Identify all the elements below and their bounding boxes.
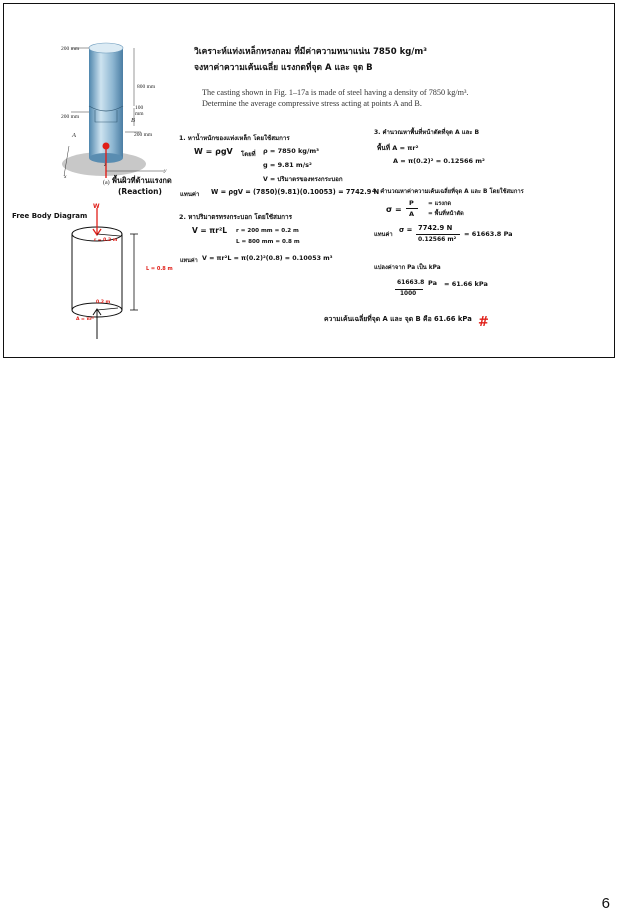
step1-formula: W = ρgV [194, 147, 233, 156]
step3-heading: 3. คำนวณหาพื้นที่หน้าตัดที่จุด A และ B [374, 129, 480, 136]
step4-sub-num: 7742.9 N [418, 224, 453, 232]
step4-heading: 4. คำนวณหาค่าความเค้นเฉลี่ยที่จุด A และ B โดยใช้สมการ [372, 189, 524, 195]
step3-line-2: A = π(0.2)² = 0.12566 m² [393, 157, 485, 165]
dim-200-top: 200 mm [61, 46, 80, 52]
fbd-area-label: A = πr² [76, 317, 95, 322]
dim-800: 800 mm [137, 84, 156, 90]
step1-sub-label: แทนค่า [180, 191, 200, 198]
step1-g: g = 9.81 m/s² [263, 161, 312, 169]
step4-sub-result: = 61663.8 Pa [464, 230, 513, 238]
step2-l: L = 800 mm = 0.8 m [236, 239, 300, 245]
fbd-radius-bottom: 0.2 m [96, 300, 111, 305]
step1-heading: 1. หาน้ำหนักของแท่งเหล็ก โดยใช้สมการ [179, 135, 290, 142]
title-line-2: จงหาค่าความเค้นเฉลี่ย แรงกดที่จุด A และ จุด B [194, 63, 373, 73]
convert-unit: Pa [428, 279, 437, 287]
fbd-title: Free Body Diagram [12, 212, 88, 220]
convert-den: 1000 [400, 291, 417, 297]
label-y: y [164, 168, 167, 174]
fbd-drawing [64, 204, 164, 344]
step4-sigma: σ = [386, 205, 402, 214]
dim-200-left: 200 mm [61, 114, 80, 120]
step4-prefix: σ = [399, 226, 413, 234]
label-x: x [64, 174, 67, 180]
step1-rho: ρ = 7850 kg/m³ [263, 147, 319, 155]
step2-heading: 2. หาปริมาตรทรงกระบอก โดยใช้สมการ [179, 213, 293, 221]
convert-bar [395, 289, 423, 290]
page-number: 6 [601, 895, 610, 912]
convert-num: 61663.8 [397, 279, 425, 286]
answer-text: ความเค้นเฉลี่ยที่จุด A และ จุด B คือ 61.66 kPa [324, 315, 472, 323]
step4-sub-bar [416, 234, 460, 235]
step4-a-desc: = พื้นที่หน้าตัด [428, 211, 464, 217]
step4-frac-den: A [409, 210, 415, 218]
step2-sub-expr: V = πr²L = π(0.2)²(0.8) = 0.10053 m³ [202, 255, 333, 262]
label-a: A [72, 132, 76, 139]
reaction-note: พื้นผิวที่ต้านแรงกด [112, 176, 172, 185]
convert-heading: แปลงค่าจาก Pa เป็น kPa [374, 265, 441, 271]
answer-mark: # [478, 315, 489, 330]
step3-line-1: พื้นที่ A = πr² [377, 144, 419, 152]
fbd-weight: W [93, 203, 100, 210]
step1-where: โดยที่ [241, 151, 256, 158]
convert-result: = 61.66 kPa [444, 280, 488, 288]
dim-100-mm: mm [135, 111, 144, 117]
step4-frac-num: P [409, 199, 414, 207]
step4-sub-den: 0.12566 m² [418, 236, 457, 243]
fbd-radius-top: r = 0.2 m [94, 238, 118, 243]
dim-100: 100 [135, 105, 144, 111]
label-z: z [104, 162, 107, 168]
step2-r: r = 200 mm = 0.2 m [236, 228, 299, 234]
casting-figure [59, 36, 174, 186]
step2-sub-label: แทนค่า [180, 258, 198, 264]
slide [3, 3, 615, 358]
problem-statement: The casting shown in Fig. 1–17a is made of steel having a density of 7850 kg/m³. Determine the average compressive stress acting at points A and B. [202, 88, 469, 108]
step1-v: V = ปริมาตรของทรงกระบอก [263, 176, 343, 183]
step2-formula: V = πr²L [192, 226, 228, 235]
step1-sub-expr: W = ρgV = (7850)(9.81)(0.10053) = 7742.9 N [211, 188, 380, 196]
step4-p-desc: = แรงกด [428, 201, 451, 207]
figure-caption: (a) [103, 180, 110, 186]
label-b: B [131, 117, 135, 124]
fbd-length: L = 0.8 m [146, 266, 173, 272]
step4-frac-bar [406, 208, 418, 209]
step4-sub-label: แทนค่า [374, 232, 393, 238]
dim-200-bottom: 200 mm [134, 132, 153, 138]
reaction-label: (Reaction) [118, 187, 162, 196]
title-line-1: วิเคราะห์แท่งเหล็กทรงกลม ที่มีค่าความหนาแน่น 7850 kg/m³ [194, 47, 427, 57]
